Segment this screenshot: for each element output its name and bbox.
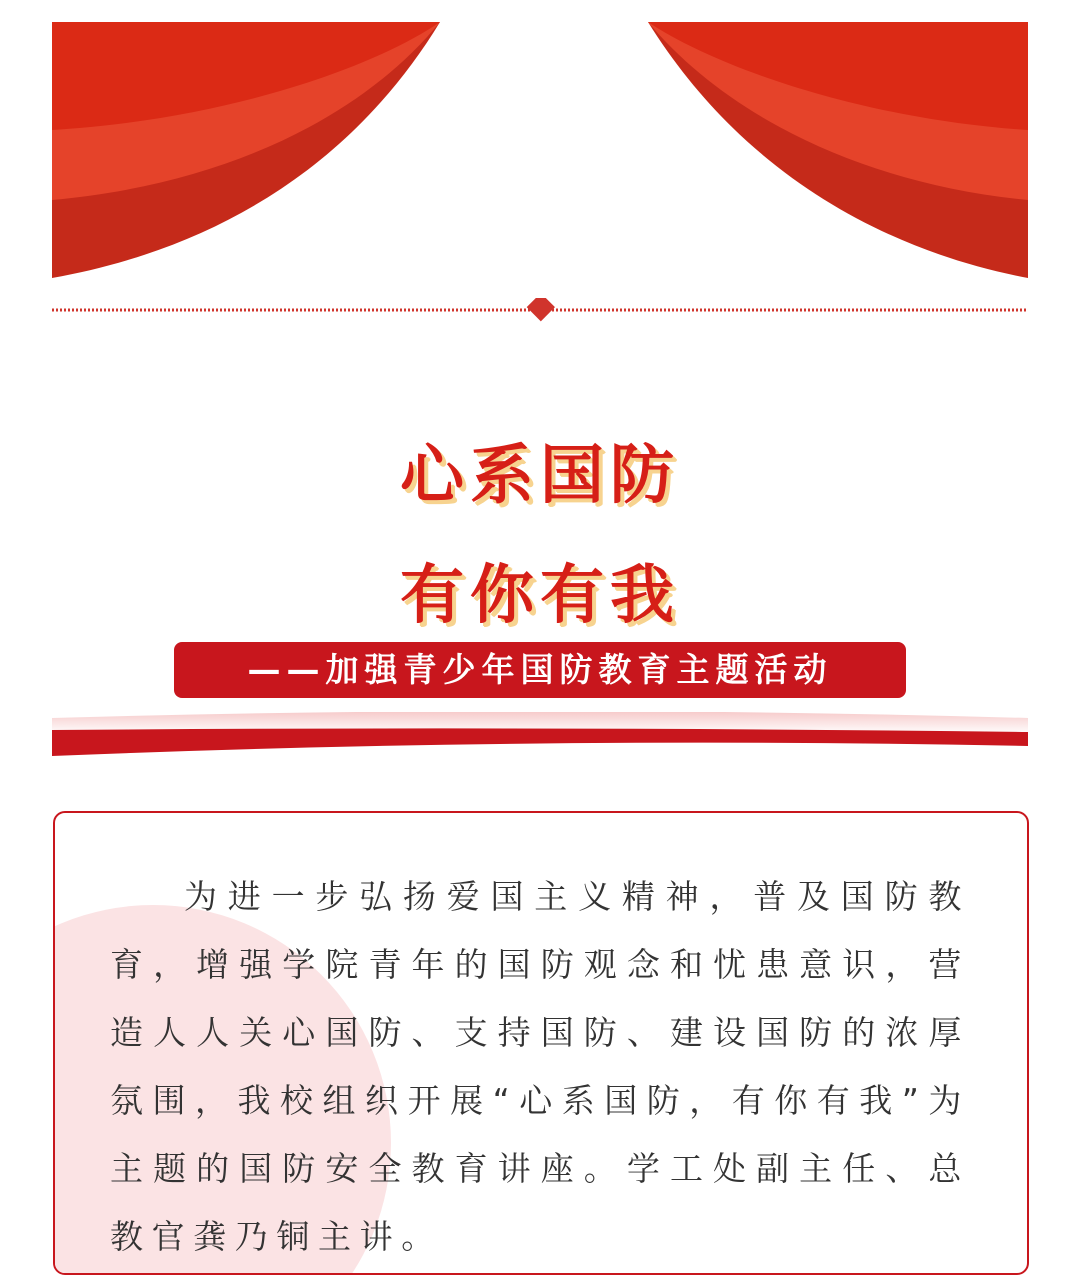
- diamond-icon: [527, 298, 555, 321]
- right-curtain: [648, 22, 1028, 278]
- swoosh-decoration: [52, 712, 1028, 764]
- subtitle-banner: ——加强青少年国防教育主题活动: [174, 642, 906, 698]
- page-title-line-2: 有你有我: [400, 559, 680, 633]
- dotted-divider: [52, 298, 1028, 322]
- article-paragraph: 为进一步弘扬爱国主义精神，普及国防教育，增强学院青年的国防观念和忧患意识，营造人人关心国防、支持国防、建设国防的浓厚氛围，我校组织开展“心系国防，有你有我”为主题的国防安全教育讲座。学工处副主任、总教官龚乃铜主讲。: [110, 877, 970, 1256]
- article-card: [53, 811, 1029, 1275]
- curtain-decoration: [0, 0, 1080, 300]
- page-title-line-1: 心系国防: [400, 439, 680, 513]
- left-curtain: [52, 22, 440, 278]
